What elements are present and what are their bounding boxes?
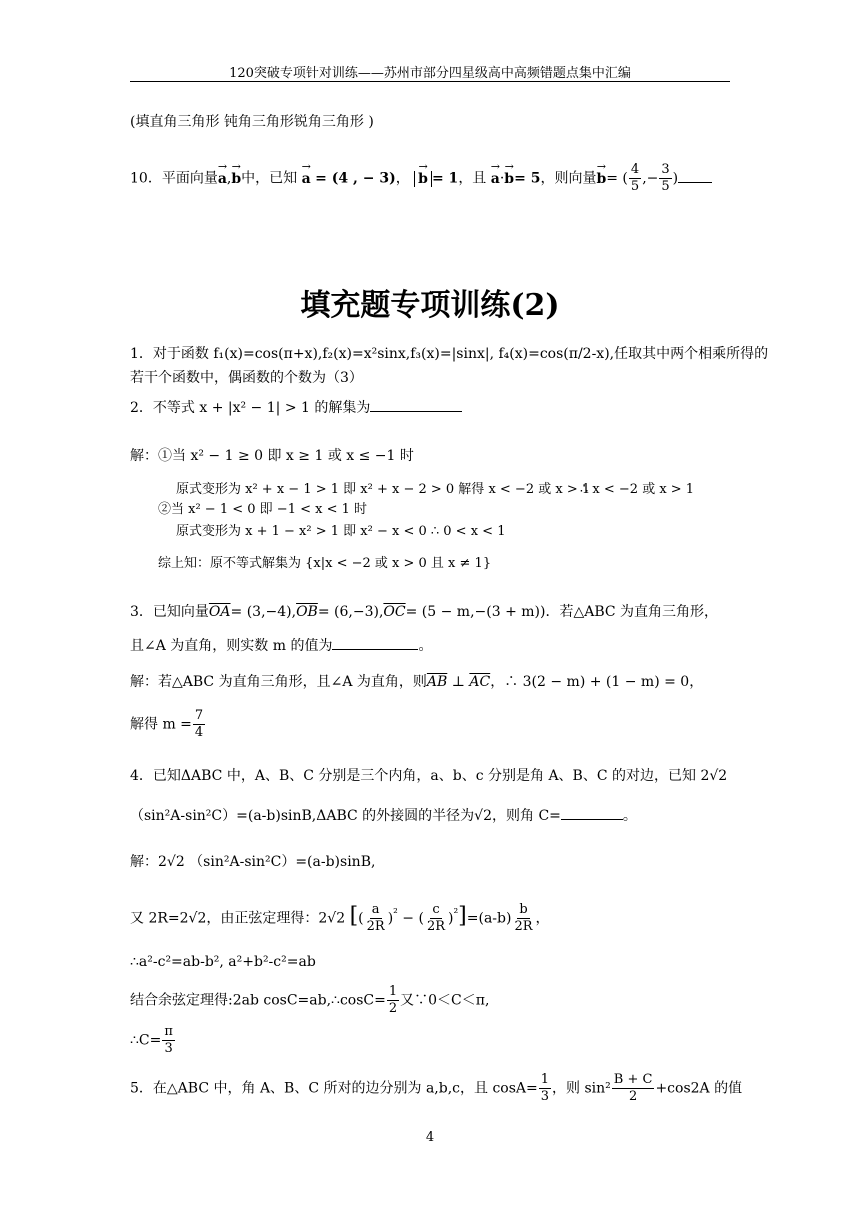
section-title: 填充题专项训练(2) <box>300 288 560 323</box>
vector-ob: $\overline{OB}$ <box>296 604 318 620</box>
fraction-denominator: 5 <box>661 179 670 194</box>
fraction-numerator: a <box>371 902 380 917</box>
fraction-numerator: 4 <box>630 162 640 177</box>
q4-text: 。 <box>622 808 637 824</box>
q4-solution-3: ∴a²-c²=ab-b², a²+b²-c²=ab <box>130 954 316 970</box>
q3-oa-value: = (3,−4), <box>230 604 297 620</box>
vector-ab: $\overline{AB}$ <box>426 674 448 690</box>
fraction <box>612 1072 655 1105</box>
q5-text: ，则 sin² <box>552 1080 611 1097</box>
q2-solution-5: 综上知：原不等式解集为 {x|x < −2 或 x > 0 且 x ≠ 1} <box>158 556 492 571</box>
q4-sol-text: =(a-b) <box>466 910 512 927</box>
fraction-denominator: 4 <box>194 725 204 740</box>
q4-solution-4 <box>130 984 489 1017</box>
q10-b-norm-box <box>414 171 432 187</box>
perp-symbol: ⊥ <box>451 674 465 690</box>
fraction-numerator: 7 <box>194 708 204 723</box>
q3-solution-1 <box>130 672 703 692</box>
q10-close: ) <box>672 170 679 187</box>
q4-sol-text: 结合余弦定理得:2ab cosC=ab,∴cosC= <box>130 992 386 1009</box>
q10-prefix: 10．平面向量 <box>130 170 218 187</box>
q4-sol-text: 又 2R=2√2，由正弦定理得：2√2 <box>130 910 346 927</box>
fraction-denominator: 2R <box>514 919 533 934</box>
q10-text: 中，已知 <box>241 170 298 187</box>
q4-sol-text: 又∵0＜C＜π, <box>400 992 490 1009</box>
superscript: ² <box>393 905 398 920</box>
q3-text: 3．已知向量 <box>130 604 209 620</box>
answer-blank <box>370 411 462 412</box>
q10-text: ，则向量 <box>540 170 597 187</box>
q10-a-value: = (4 , − 3) <box>315 170 396 187</box>
fraction-numerator: b <box>519 902 528 917</box>
vector-b: → b <box>231 169 241 189</box>
answer-blank <box>678 182 712 183</box>
q1-line2: 若干个函数中，偶函数的个数为（3） <box>130 370 363 386</box>
q10-b-norm: = 1 <box>431 170 459 187</box>
vector-ac: $\overline{AC}$ <box>469 674 491 690</box>
vector-b: → b <box>504 169 514 189</box>
fraction-numerator: 1 <box>388 984 398 999</box>
vector-a: → a <box>218 169 227 189</box>
vector-a: → a <box>302 169 311 189</box>
q2-stem: 2．不等式 x + |x² − 1| > 1 的解集为 <box>130 400 371 416</box>
fraction <box>629 162 641 195</box>
q4-text: （sin²A-sin²C）=(a-b)sinB,ΔABC 的外接圆的半径为√2，则角 C= <box>130 808 561 824</box>
q4-line2 <box>130 806 637 826</box>
answer-hint: (填直角三角形 钝角三角形锐角三角形 ) <box>130 114 374 130</box>
fraction <box>425 902 447 935</box>
vector-oc: $\overline{OC}$ <box>383 604 406 620</box>
answer-blank <box>332 649 418 650</box>
header-rule <box>130 81 730 82</box>
q2-solution-1: 解：①当 x² − 1 ≥ 0 即 x ≥ 1 或 x ≤ −1 时 <box>130 448 414 464</box>
q1-line1: 1．对于函数 f₁(x)=cos(π+x),f₂(x)=x²sinx,f₃(x)=|sinx|, f₄(x)=cos(π/2-x),任取其中两个相乘所得的 <box>130 346 769 362</box>
q3-sol-text: ，∴ 3(2 − m) + (1 − m) = 0， <box>490 674 704 690</box>
q5-text: +cos2A 的值 <box>655 1080 743 1097</box>
vector-a: → a <box>491 169 500 189</box>
q3-line2 <box>130 636 432 656</box>
q3-line1 <box>130 602 718 622</box>
fraction <box>365 902 387 935</box>
q3-sol-text: 解得 m = <box>130 716 192 733</box>
q3-ob-value: = (6,−3), <box>317 604 384 620</box>
fraction-numerator: c <box>432 902 440 917</box>
q10-eq: = ( <box>606 170 628 187</box>
question-10: 10．平面向量→ a,→ b中，已知 → a = (4 , − 3)， → b = 1，且 → a·→ b= 5，则向量→ b= ( $\frac{4}{5}$ ,− $\frac{3}{5}$ ) <box>130 162 712 195</box>
q4-solution-1: 解：2√2 （sin²A-sin²C）=(a-b)sinB, <box>130 854 376 870</box>
question-5 <box>130 1072 742 1105</box>
fraction <box>162 1024 175 1057</box>
q10-sep: ,− <box>642 170 659 187</box>
fraction-numerator: 3 <box>661 162 670 177</box>
fraction <box>539 1072 551 1105</box>
q3-text: 且∠A 为直角，则实数 m 的值为 <box>130 638 333 654</box>
q10-dot-value: = 5 <box>514 170 541 187</box>
q5-text: 5．在△ABC 中，角 A、B、C 所对的边分别为 a,b,c，且 cosA= <box>130 1080 538 1097</box>
left-bracket: [ <box>349 903 359 929</box>
fraction-denominator: 2 <box>388 1001 398 1016</box>
q4-solution-5 <box>130 1024 176 1057</box>
q2-solution-2b: ∴ x < −2 或 x > 1 <box>580 482 695 497</box>
fraction-denominator: 2R <box>426 919 446 934</box>
q3-text: ．若△ABC 为直角三角形， <box>545 604 719 620</box>
page-header: 120突破专项针对训练——苏州市部分四星级高中高频错题点集中汇编 <box>229 66 631 81</box>
fraction-denominator: 3 <box>540 1089 550 1104</box>
q3-solution-2 <box>130 708 206 741</box>
right-bracket: ] <box>458 903 467 929</box>
fraction <box>659 162 671 195</box>
fraction <box>193 708 205 741</box>
q3-sol-text: 解：若△ABC 为直角三角形，且∠A 为直角，则 <box>130 674 427 690</box>
fraction <box>512 902 534 935</box>
fraction-denominator: 3 <box>164 1041 173 1056</box>
q2-solution-4: 原式变形为 x + 1 − x² > 1 即 x² − x < 0 ∴ 0 < x < 1 <box>176 524 506 539</box>
page-number: 4 <box>425 1130 435 1145</box>
fraction-numerator: B + C <box>613 1072 653 1087</box>
q3-text: 。 <box>418 638 433 654</box>
fraction-denominator: 2R <box>366 919 385 934</box>
answer-blank <box>561 819 623 820</box>
q4-solution-2: 又 2R=2√2，由正弦定理得：2√2 [( $\frac{a}{2R}$ )$^{^2}$ − ( $\frac{c}{2R}$ )$^{^2}$]=(a-b) $\frac{b}{2R}$ ， <box>130 902 550 934</box>
vector-b: → b <box>418 169 428 189</box>
question-2 <box>130 398 462 418</box>
minus: − <box>402 910 415 927</box>
fraction-denominator: 2 <box>628 1089 638 1104</box>
q2-solution-2: 原式变形为 x² + x − 1 > 1 即 x² + x − 2 > 0 解得 x < −2 或 x > 1 <box>176 482 591 497</box>
q4-sol-text: ， <box>535 910 550 927</box>
vector-oa: $\overline{OA}$ <box>208 604 231 620</box>
fraction-numerator: π <box>164 1024 173 1039</box>
q4-line1: 4．已知ΔABC 中，A、B、C 分别是三个内角，a、b、c 分别是角 A、B、C 的对边，已知 2√2 <box>130 768 728 784</box>
q2-solution-3: ②当 x² − 1 < 0 即 −1 < x < 1 时 <box>158 502 368 517</box>
vector-b: → b <box>596 169 606 189</box>
fraction-numerator: 1 <box>540 1072 550 1087</box>
q3-oc-value: = (5 − m,−(3 + m)) <box>405 604 546 620</box>
fraction-denominator: 5 <box>630 179 640 194</box>
q4-sol-text: ∴C= <box>130 1032 162 1049</box>
q10-text: ，且 <box>458 170 487 187</box>
superscript: ² <box>453 905 459 920</box>
fraction <box>387 984 399 1017</box>
